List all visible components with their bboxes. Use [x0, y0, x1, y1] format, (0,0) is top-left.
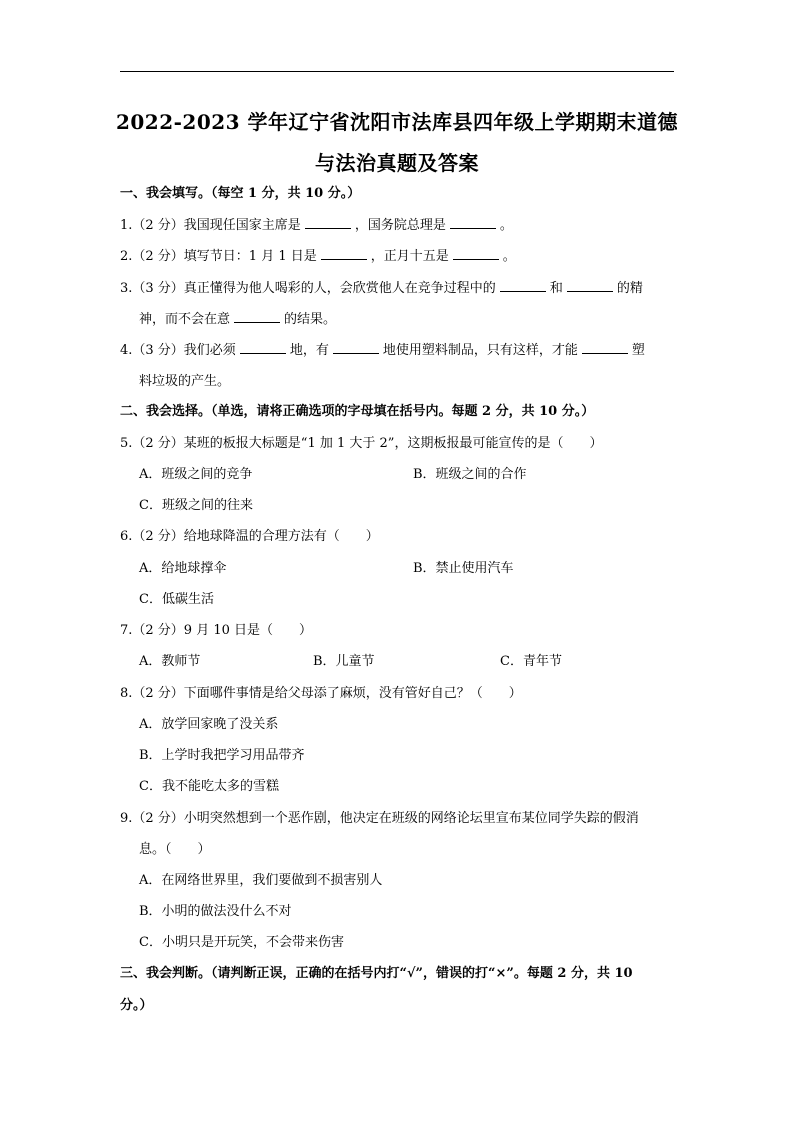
question-1-text-c: 。 — [499, 218, 513, 233]
question-1 — [120, 216, 680, 236]
question-1-text-b: ，国务院总理是 — [354, 218, 446, 233]
question-7-option-a: A．教师节 — [139, 654, 201, 669]
question-5-option-a: A．班级之间的竞争 — [139, 467, 253, 482]
question-8-option-a: A．放学回家晚了没关系 — [139, 717, 279, 732]
section-2-heading: 二、我会选择。（单选，请将正确选项的字母填在括号内。每题 2 分，共 10 分。） — [120, 404, 595, 419]
document-title-line-2: 与法治真题及答案 — [315, 151, 479, 175]
answer-blank — [305, 216, 351, 229]
question-2-text-a: 2.（2 分）填写节日：1 月 1 日是 — [120, 249, 317, 264]
question-7-stem: 7.（2 分）9 月 10 日是（ ） — [120, 623, 313, 638]
answer-blank — [500, 279, 546, 292]
question-4-text-c: 地使用塑料制品，只有这样，才能 — [382, 343, 578, 358]
question-7-option-c: C．青年节 — [500, 654, 562, 669]
question-3-text-d: 神，而不会在意 — [139, 312, 231, 327]
question-3-continued — [139, 310, 699, 330]
question-7-option-b: B．儿童节 — [313, 654, 375, 669]
question-9-option-a: A．在网络世界里，我们要做到不损害别人 — [139, 873, 383, 888]
question-9-option-b: B．小明的做法没什么不对 — [139, 904, 292, 919]
question-3 — [120, 279, 680, 299]
answer-blank — [333, 341, 379, 354]
question-8-stem: 8.（2 分）下面哪件事情是给父母添了麻烦，没有管好自己？（ ） — [120, 686, 522, 701]
question-9-option-c: C．小明只是开玩笑，不会带来伤害 — [139, 935, 344, 950]
question-9-stem-continued: 息。（ ） — [139, 842, 211, 857]
question-3-text-c: 的精 — [616, 281, 643, 296]
question-4-text-d: 塑 — [631, 343, 645, 358]
question-5-option-c: C．班级之间的往来 — [139, 498, 253, 513]
question-6-stem: 6.（2 分）给地球降温的合理方法有（ ） — [120, 529, 379, 544]
question-2 — [120, 247, 680, 267]
section-1-heading: 一、我会填写。（每空 1 分，共 10 分。） — [120, 186, 361, 201]
answer-blank — [450, 216, 496, 229]
question-8-option-c: C．我不能吃太多的雪糕 — [139, 779, 279, 794]
question-2-text-b: ，正月十五是 — [370, 249, 449, 264]
section-3-heading-continued: 分。） — [120, 998, 153, 1013]
section-3-heading: 三、我会判断。（请判断正误，正确的在括号内打“√”，错误的打“×”。每题 2 分，共 10 — [120, 966, 633, 981]
question-2-text-c: 。 — [502, 249, 516, 264]
question-6-option-c: C．低碳生活 — [139, 592, 214, 607]
question-1-text-a: 1.（2 分）我国现任国家主席是 — [120, 218, 301, 233]
question-4-text-a: 4.（3 分）我们必须 — [120, 343, 236, 358]
question-4-text-b: 地，有 — [289, 343, 329, 358]
question-6-option-b: B．禁止使用汽车 — [413, 561, 514, 576]
answer-blank — [567, 279, 613, 292]
answer-blank — [582, 341, 628, 354]
question-3-text-b: 和 — [549, 281, 563, 296]
question-4-continued: 料垃圾的产生。 — [139, 374, 231, 389]
question-5-stem: 5.（2 分）某班的板报大标题是“1 加 1 大于 2”，这期板报最可能宣传的是（ ） — [120, 436, 603, 451]
question-3-text-a: 3.（3 分）真正懂得为他人喝彩的人，会欣赏他人在竞争过程中的 — [120, 281, 496, 296]
answer-blank — [321, 247, 367, 260]
question-4 — [120, 341, 680, 361]
header-rule — [120, 71, 674, 72]
question-9-stem: 9.（2 分）小明突然想到一个恶作剧，他决定在班级的网络论坛里宣布某位同学失踪的假消 — [120, 811, 639, 826]
question-5-option-b: B．班级之间的合作 — [413, 467, 527, 482]
question-8-option-b: B．上学时我把学习用品带齐 — [139, 748, 305, 763]
answer-blank — [453, 247, 499, 260]
question-3-text-e: 的结果。 — [284, 312, 337, 327]
document-title-line-1: 2022-2023 学年辽宁省沈阳市法库县四年级上学期期末道德 — [115, 110, 679, 134]
question-6-option-a: A．给地球撑伞 — [139, 561, 227, 576]
answer-blank — [240, 341, 286, 354]
answer-blank — [234, 310, 280, 323]
